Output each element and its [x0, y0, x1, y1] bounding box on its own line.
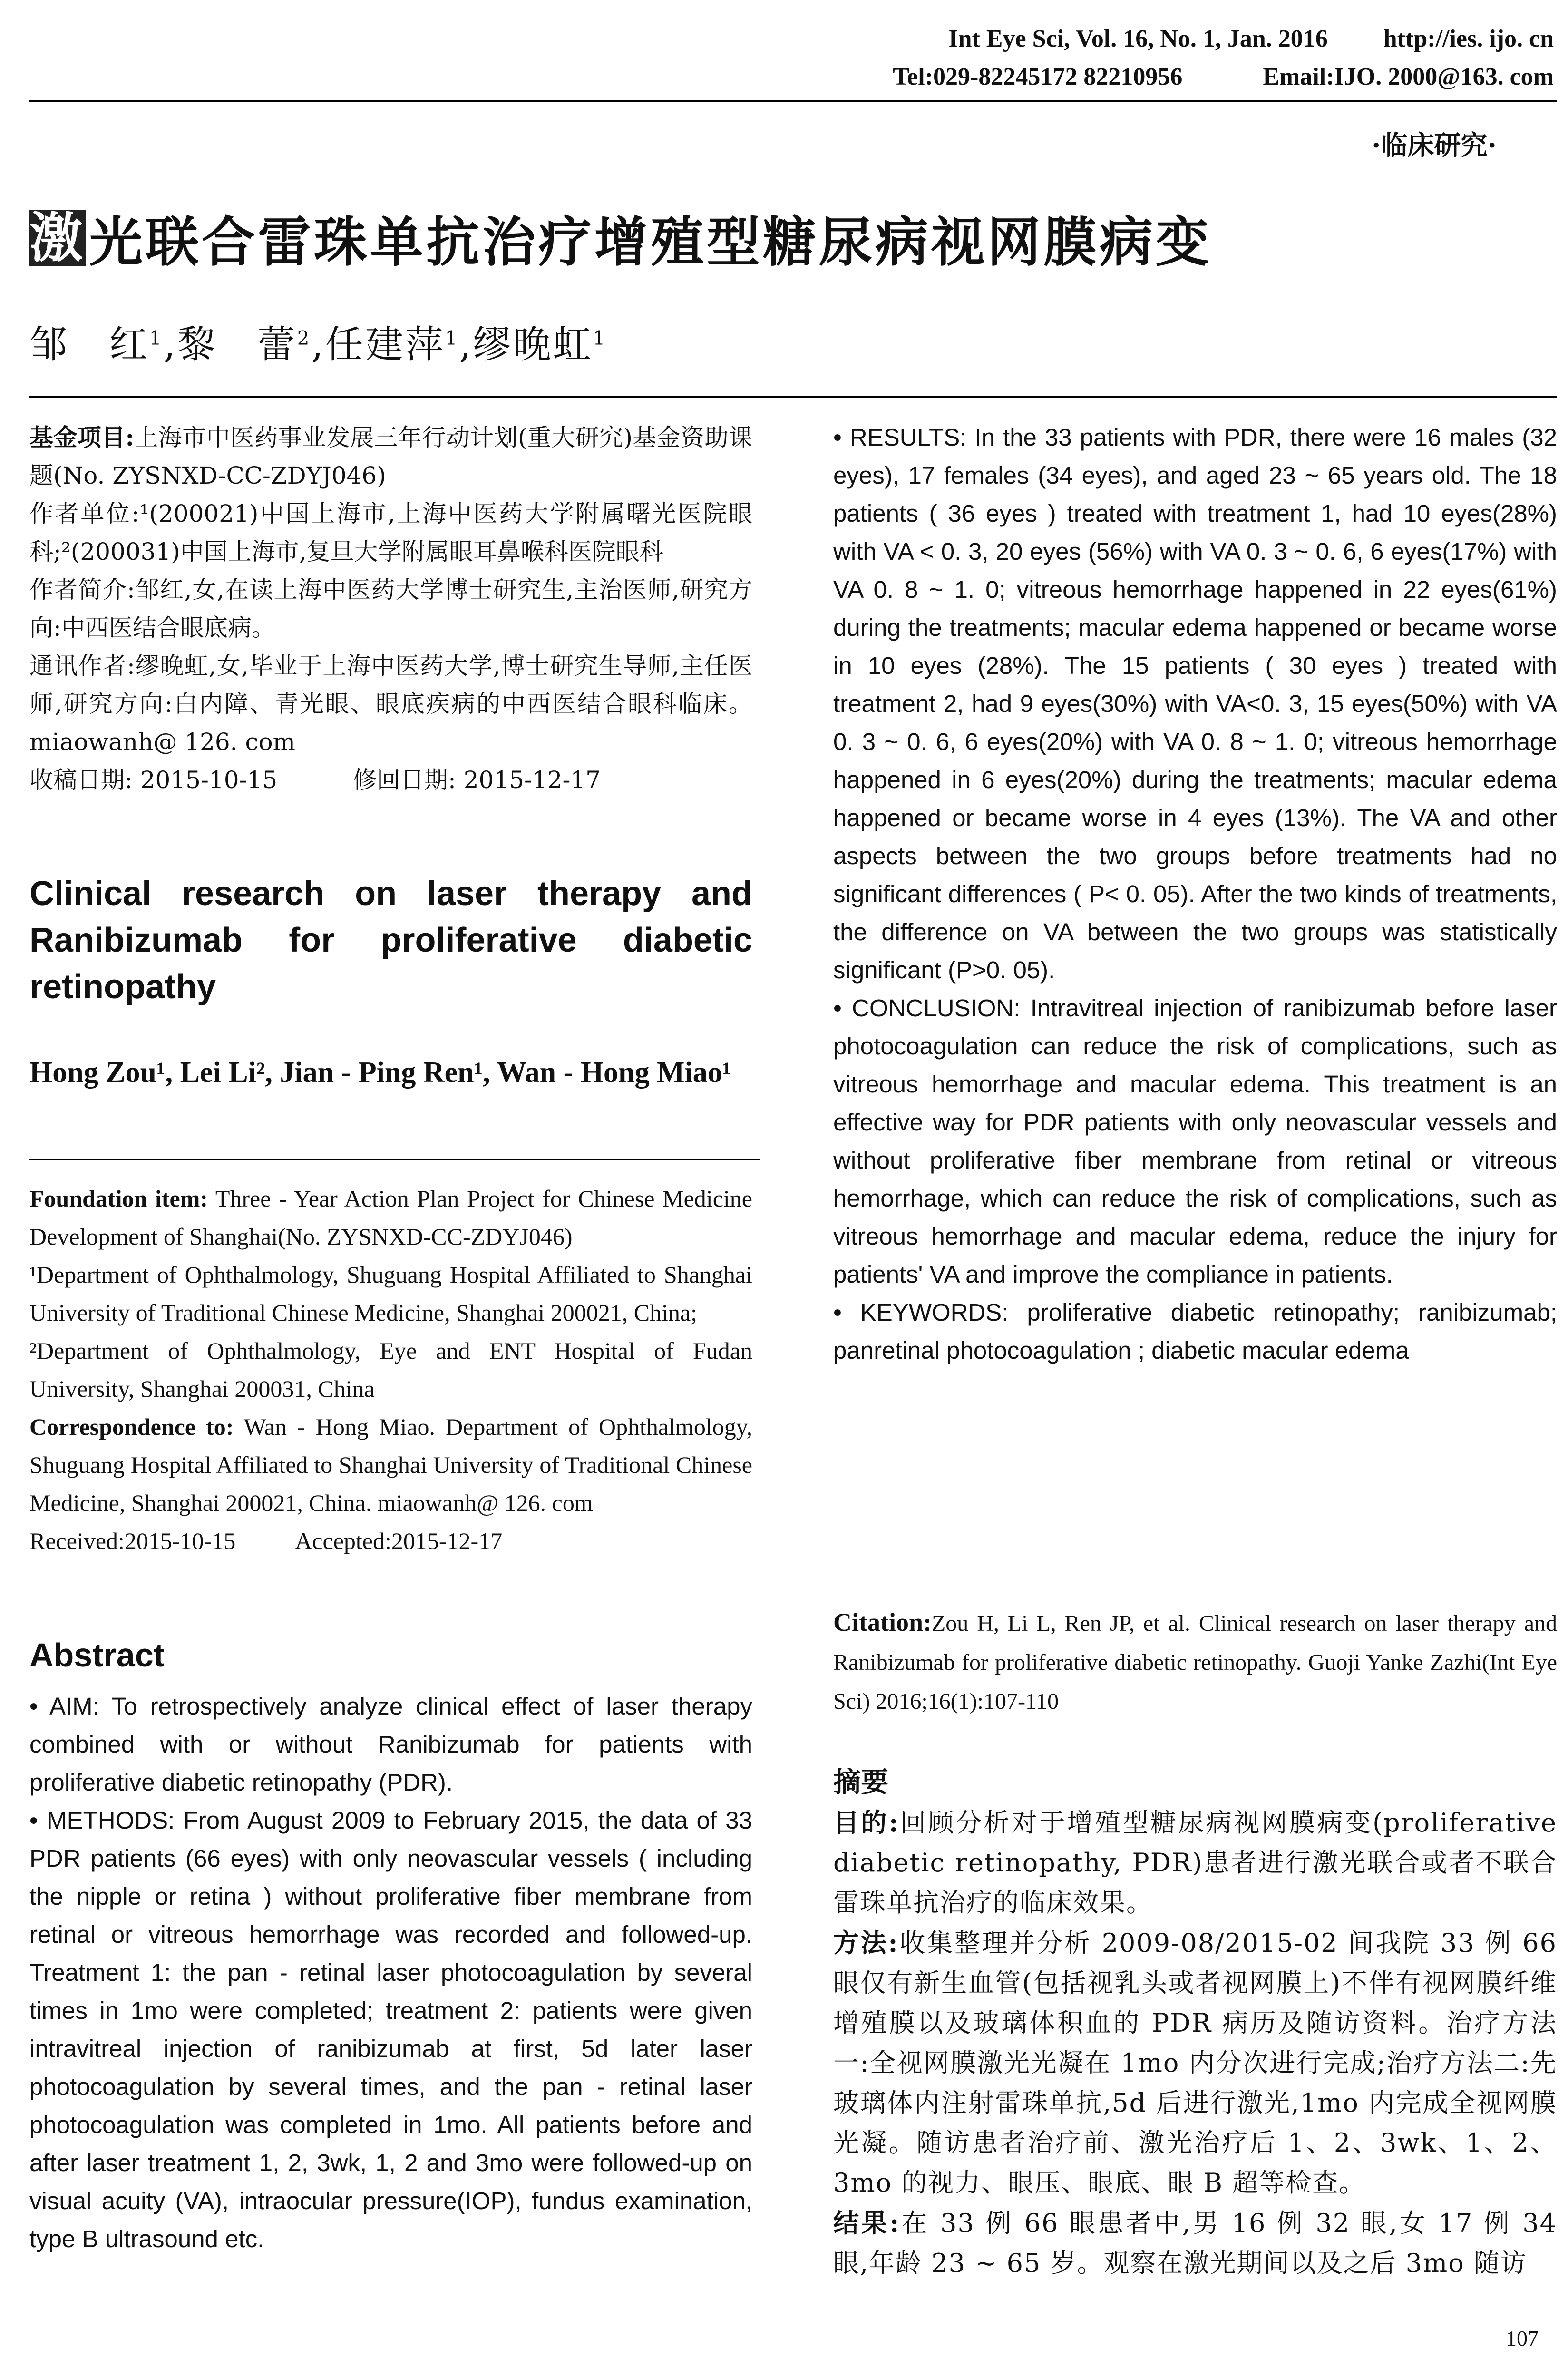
citation-text: Zou H, Li L, Ren JP, et al. Clinical research on laser therapy and Ranibizumab for proliferative diabetic retinopathy. Guoji Yanke Zazhi(Int Eye Sci) 2016;16(1):107-110: [833, 1611, 1557, 1714]
cn-corr-text: 缪晚虹,女,毕业于上海中医药大学,博士研究生导师,主任医师,研究方向:白内障、青光眼、眼底疾病的中西医结合眼科临床。miaowanh@ 126. com: [29, 652, 752, 756]
en-corr-text: Wan - Hong Miao. Department of Ophthalmology, Shuguang Hospital Affiliated to Shanghai University of Traditional Chinese Medicine, Shanghai 200021, China. miaowanh@ 126. com: [29, 1413, 752, 1516]
en-corr-label: Correspondence to:: [29, 1413, 234, 1440]
zh-results-label: 结果:: [833, 2208, 900, 2238]
title-rule: [29, 396, 1557, 398]
author-cn: 黎 蕾: [177, 322, 297, 367]
author-affil-sup: 2: [297, 327, 312, 350]
cn-bio-label: 作者简介:: [29, 576, 135, 604]
paper-title: [29, 200, 1212, 276]
abstract-conclusion: • CONCLUSION: Intravitreal injection of ranibizumab before laser photocoagulation can reduce the risk of complications, such as vitreous hemorrhage and macular edema. This treatment is an effective way for PDR patients with only neovascular vessels and without proliferative fiber membrane from retinal or vitreous hemorrhage, which can reduce the risk of complications, such as vitreous hemorrhage and macular edema, reduce the injury for patients' VA and improve the compliance in patients.: [833, 994, 1557, 1288]
section-tag: ·临床研究·: [1372, 130, 1497, 161]
citation-label: Citation:: [833, 1608, 932, 1637]
page-number: 107: [1506, 2326, 1539, 2350]
en-info-block: [29, 1179, 752, 1560]
zhaiyao-body: [833, 1802, 1557, 2283]
english-title: Clinical research on laser therapy and Ranibizumab for proliferative diabetic retinopathy: [29, 875, 752, 1006]
zh-aim-label: 目的:: [833, 1807, 899, 1838]
abstract-right: [833, 419, 1557, 1370]
abstract-results: • RESULTS: In the 33 patients with PDR, there were 16 males (32 eyes), 17 females (34 eyes), and aged 23 ~ 65 years old. The 18 patients ( 36 eyes ) treated with treatment 1, had 10 eyes(28%) with VA < 0. 3, 20 eyes (56%) with VA 0. 3 ~ 0. 6, 6 eyes(17%) with VA 0. 8 ~ 1. 0; vitreous hemorrhage happened in 22 eyes(61%) during the treatments; macular edema happened or became worse in 10 eyes (28%). The 15 patients ( 30 eyes ) treated with treatment 2, had 9 eyes(30%) with VA<0. 3, 15 eyes(50%) with VA 0. 3 ~ 0. 6, 6 eyes(20%) with VA 0. 8 ~ 1. 0; vitreous hemorrhage happened in 6 eyes(20%) during the treatments; macular edema happened or became worse in 4 eyes (13%). The VA and other aspects between the two groups before treatments had no significant differences ( P< 0. 05). After the two kinds of treatments, the difference on VA between the two groups was statistically significant (P>0. 05).: [833, 424, 1557, 984]
en-received: Received:2015-10-15: [29, 1528, 236, 1554]
authors-cn: 邹 红$^1$,黎 蕾$^2$,任建萍$^1$,缪晚虹$^1$: [29, 322, 607, 367]
cn-affil-text: ¹(200021)中国上海市,上海中医药大学附属曙光医院眼科;²(200031)中国上海市,复旦大学附属眼耳鼻喉科医院眼科: [29, 500, 752, 565]
journal-tel: Tel:029-82245172 82210956: [893, 63, 1183, 90]
abstract-heading: Abstract: [29, 1637, 165, 1674]
zh-aim-text: 回顾分析对于增殖型糖尿病视网膜病变(proliferative diabetic retinopathy, PDR)患者进行激光联合或者不联合雷珠单抗治疗的临床效果。: [833, 1808, 1558, 1918]
en-dept2: ²Department of Ophthalmology, Eye and ENT Hospital of Fudan University, Shanghai 200031, China: [29, 1337, 752, 1402]
zh-aim: [833, 1802, 1557, 1923]
abstract-keywords: • KEYWORDS: proliferative diabetic retinopathy; ranibizumab; panretinal photocoagulation ; diabetic macular edema: [833, 1299, 1557, 1364]
title-rest: 光联合雷珠单抗治疗增殖型糖尿病视网膜病变: [89, 211, 1212, 273]
journal-header-line2: [893, 63, 1554, 91]
author-affil-sup: 1: [149, 327, 164, 350]
en-dept1: ¹Department of Ophthalmology, Shuguang Hospital Affiliated to Shanghai University of Traditional Chinese Medicine, Shanghai 200021, China;: [29, 1261, 752, 1326]
journal-header-line1: [948, 25, 1554, 53]
cn-bio-text: 邹红,女,在读上海中医药大学博士研究生,主治医师,研究方向:中西医结合眼底病。: [29, 576, 752, 642]
abstract-aim: • AIM: To retrospectively analyze clinical effect of laser therapy combined with or without Ranibizumab for patients with proliferative diabetic retinopathy (PDR).: [29, 1693, 752, 1796]
title-first-char: 激: [29, 206, 86, 269]
author-cn: 任建萍: [325, 322, 445, 367]
citation-block: [833, 1603, 1557, 1721]
author-affil-sup: 1: [445, 327, 459, 350]
cn-foundation: [29, 419, 752, 495]
zh-methods-text: 收集整理并分析 2009-08/2015-02 间我院 33 例 66 眼仅有新生血管(包括视乳头或者视网膜上)不伴有视网膜纤维增殖膜以及玻璃体积血的 PDR 病历及随访资料。治疗方法一:全视网膜激光光凝在 1mo 内分次进行完成;治疗方法二:先玻璃体内注射雷珠单抗,5d 后进行激光,1mo 内完成全视网膜光凝。随访患者治疗前、激光治疗后 1、2、3wk、1、2、3mo 的视力、眼压、眼底、眼 B 超等检查。: [833, 1928, 1557, 2198]
english-authors: Hong Zou¹, Lei Li², Jian - Ping Ren¹, Wan - Hong Miao¹: [29, 1056, 731, 1089]
cn-corr: [29, 647, 752, 761]
cn-foundation-label: 基金项目:: [29, 423, 135, 451]
journal-email[interactable]: Email:IJO. 2000@163. com: [1263, 63, 1554, 90]
author-affil-sup: 1: [593, 327, 607, 350]
en-foundation-label: Foundation item:: [29, 1185, 208, 1212]
abstract-left: [29, 1687, 752, 2258]
cn-bio: [29, 571, 752, 647]
authors-rule: [29, 1159, 760, 1160]
zh-results-text: 在 33 例 66 眼患者中,男 16 例 32 眼,女 17 例 34 眼,年龄 23 ~ 65 岁。观察在激光期间以及之后 3mo 随访: [833, 2208, 1558, 2278]
en-foundation: [29, 1179, 752, 1256]
journal-citation: Int Eye Sci, Vol. 16, No. 1, Jan. 2016: [948, 25, 1328, 52]
abstract-methods: • METHODS: From August 2009 to February 2015, the data of 33 PDR patients (66 eyes) with only neovascular vessels ( including the nipple or retina ) without proliferative fiber membrane from retinal or vitreous hemorrhage was recorded and followed-up. Treatment 1: the pan - retinal laser photocoagulation by several times in 1mo were completed; treatment 2: patients were given intravitreal injection of ranibizumab at first, 5d later laser photocoagulation by several times, and the pan - retinal laser photocoagulation was completed in 1mo. All patients before and after laser treatment 1, 2, 3wk, 1, 2 and 3mo were followed-up on visual acuity (VA), intraocular pressure(IOP), fundus examination, type B ultrasound etc.: [29, 1807, 752, 2252]
cn-foundation-text: 上海市中医药事业发展三年行动计划(重大研究)基金资助课题(No. ZYSNXD-CC-ZDYJ046): [29, 424, 752, 489]
cn-revised: 修回日期: 2015-12-17: [352, 766, 601, 794]
cn-corr-label: 通讯作者:: [29, 652, 135, 680]
cn-info-block: [29, 419, 752, 799]
author-cn: 缪晚虹: [473, 322, 593, 367]
header-rule: [29, 100, 1557, 102]
cn-received: 收稿日期: 2015-10-15: [29, 766, 278, 794]
en-accepted: Accepted:2015-12-17: [295, 1528, 503, 1554]
cn-affil: [29, 495, 752, 571]
author-cn: 邹 红: [29, 322, 149, 367]
cn-affil-label: 作者单位:: [29, 500, 140, 527]
en-foundation-text: Three - Year Action Plan Project for Chinese Medicine Development of Shanghai(No. ZYSNXD-CC-ZDYJ046): [29, 1185, 752, 1250]
en-dates: [29, 1522, 752, 1560]
zh-methods-label: 方法:: [833, 1928, 899, 1958]
journal-url[interactable]: http://ies. ijo. cn: [1383, 25, 1554, 52]
zh-results: [833, 2203, 1557, 2283]
zhaiyao-heading: 摘要: [833, 1766, 889, 1798]
zh-methods: [833, 1923, 1557, 2203]
cn-dates: [29, 761, 752, 799]
en-corr: [29, 1408, 752, 1522]
